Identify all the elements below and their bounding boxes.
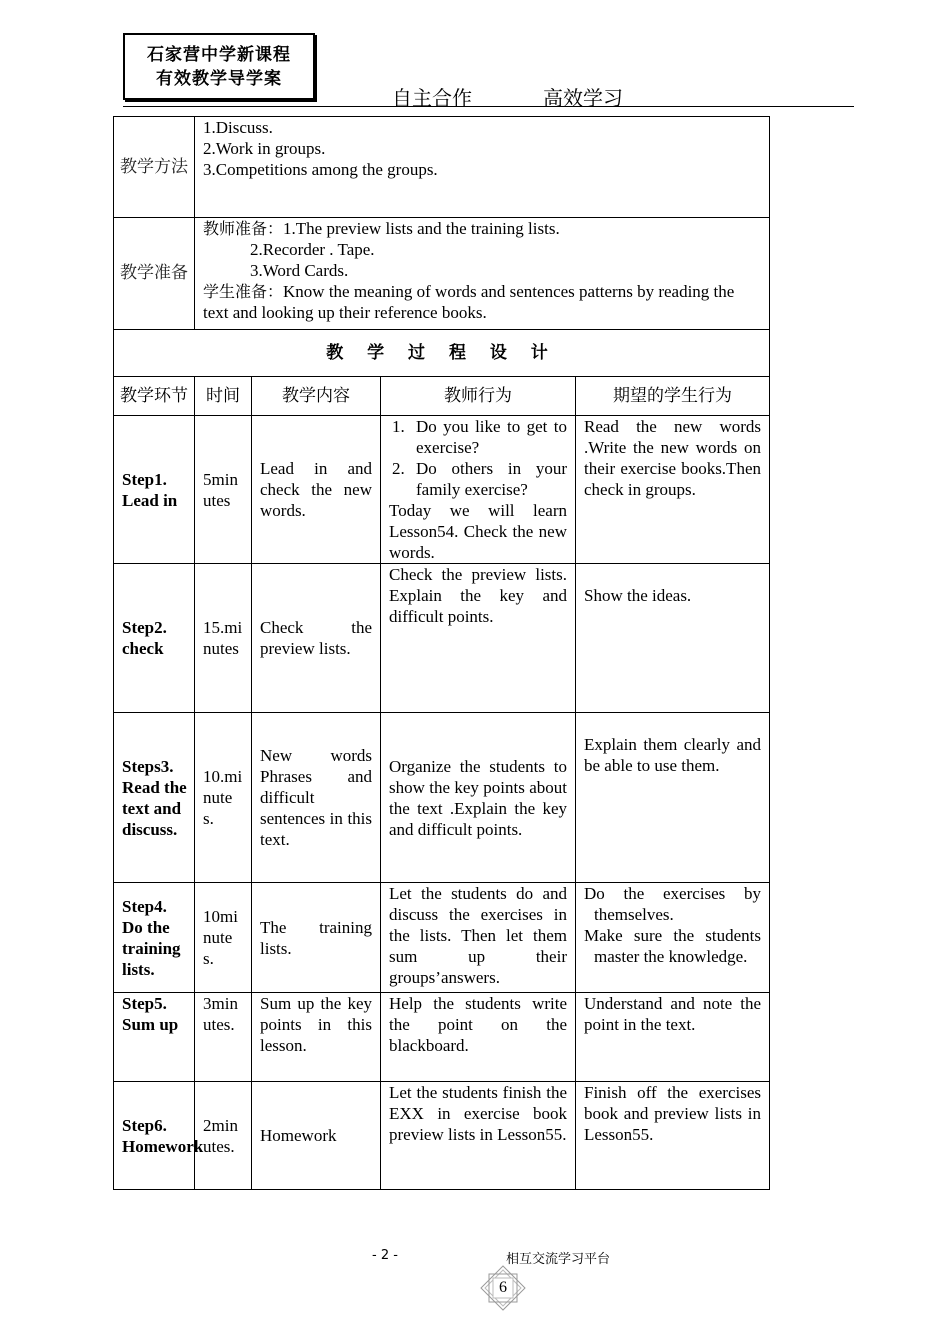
step-content: Lead in and check the new words. xyxy=(252,416,381,564)
step-time: 10minutes. xyxy=(195,883,252,993)
student-prep-prefix: 学生准备： xyxy=(203,282,284,301)
student-action: Show the ideas. xyxy=(576,564,770,713)
method-item: 2.Work in groups. xyxy=(203,139,326,158)
badge-number: 6 xyxy=(499,1279,507,1296)
table-row xyxy=(114,993,770,1082)
footer-platform: 相互交流学习平台 xyxy=(506,1252,611,1267)
process-title: 教 学 过 程 设 计 xyxy=(114,330,770,377)
teacher-prep-prefix: 教师准备： xyxy=(203,219,284,238)
teacher-question: 1. Do you like to get to exercise? xyxy=(409,416,567,458)
method-content xyxy=(195,117,770,218)
student-action xyxy=(576,883,770,993)
teacher-prep-item: 3.Word Cards. xyxy=(250,261,349,280)
table-row xyxy=(114,564,770,713)
teacher-question: 2. Do others in your family exercise? xyxy=(409,458,567,500)
step-name: Step1. Lead in xyxy=(114,416,195,564)
step-content: Homework xyxy=(252,1082,381,1190)
step-time: 3minutes. xyxy=(195,993,252,1082)
process-title-row xyxy=(114,330,770,377)
teacher-action: Organize the students to show the key points about the text .Explain the key and difficult points. xyxy=(381,713,576,883)
prep-label: 教学准备 xyxy=(114,218,195,330)
step-content: New words Phrases and difficult sentences in this text. xyxy=(252,713,381,883)
logo-line-2: 有效教学导学案 xyxy=(156,68,282,89)
method-item: 1.Discuss. xyxy=(203,118,273,137)
column-header: 教学环节 xyxy=(114,377,195,416)
method-item: 3.Competitions among the groups. xyxy=(203,160,438,179)
student-prep-text: Know the meaning of words and sentences patterns by reading the text and looking up their reference books. xyxy=(203,282,735,322)
table-row xyxy=(114,713,770,883)
table-row xyxy=(114,416,770,564)
slogan-right: 高效学习 xyxy=(543,86,623,110)
teacher-prep-item: 1.The preview lists and the training lists. xyxy=(283,219,560,238)
student-action-part: Do the exercises by themselves. xyxy=(584,884,761,924)
teacher-action: Let the students do and discuss the exercises in the lists. Then let them sum up their groups’answers. xyxy=(381,883,576,993)
column-header: 教学内容 xyxy=(252,377,381,416)
lesson-plan-table xyxy=(113,116,770,1190)
teacher-action: Check the preview lists. Explain the key and difficult points. xyxy=(381,564,576,713)
step-time: 10.minutes. xyxy=(195,713,252,883)
student-action-part: Make sure the students master the knowledge. xyxy=(584,926,761,966)
teacher-action: Let the students finish the EXX in exercise book preview lists in Lesson55. xyxy=(381,1082,576,1190)
step-name: Step4. Do the training lists. xyxy=(114,883,195,993)
student-action: Understand and note the point in the text. xyxy=(576,993,770,1082)
teacher-extra: Today we will learn Lesson54. Check the new words. xyxy=(389,501,567,562)
header-row xyxy=(114,377,770,416)
step-name: Step5. Sum up xyxy=(114,993,195,1082)
prep-content xyxy=(195,218,770,330)
step-content: The training lists. xyxy=(252,883,381,993)
teacher-action: Help the students write the point on the blackboard. xyxy=(381,993,576,1082)
step-name: Step6. Homework xyxy=(114,1082,195,1190)
slogan-left: 自主合作 xyxy=(392,86,472,110)
step-time: 2minutes. xyxy=(195,1082,252,1190)
method-label: 教学方法 xyxy=(114,117,195,218)
step-time: 15.minutes xyxy=(195,564,252,713)
student-action: Read the new words .Write the new words on their exercise books.Then check in groups. xyxy=(576,416,770,564)
step-time: 5minutes xyxy=(195,416,252,564)
student-action: Explain them clearly and be able to use them. xyxy=(576,713,770,883)
column-header: 教师行为 xyxy=(381,377,576,416)
method-row xyxy=(114,117,770,218)
step-name: Step2. check xyxy=(114,564,195,713)
teacher-action xyxy=(381,416,576,564)
school-logo xyxy=(123,33,315,100)
prep-row xyxy=(114,218,770,330)
student-action: Finish off the exercises book and preview lists in Lesson55. xyxy=(576,1082,770,1190)
column-header: 期望的学生行为 xyxy=(576,377,770,416)
table-row xyxy=(114,883,770,993)
header-divider xyxy=(123,106,854,107)
logo-line-1: 石家营中学新课程 xyxy=(147,44,291,65)
column-header: 时间 xyxy=(195,377,252,416)
page-number: - 2 - xyxy=(372,1248,398,1263)
step-content: Check the preview lists. xyxy=(252,564,381,713)
teacher-prep-item: 2.Recorder . Tape. xyxy=(250,240,375,259)
step-content: Sum up the key points in this lesson. xyxy=(252,993,381,1082)
table-row xyxy=(114,1082,770,1190)
step-name: Steps3. Read the text and discuss. xyxy=(114,713,195,883)
